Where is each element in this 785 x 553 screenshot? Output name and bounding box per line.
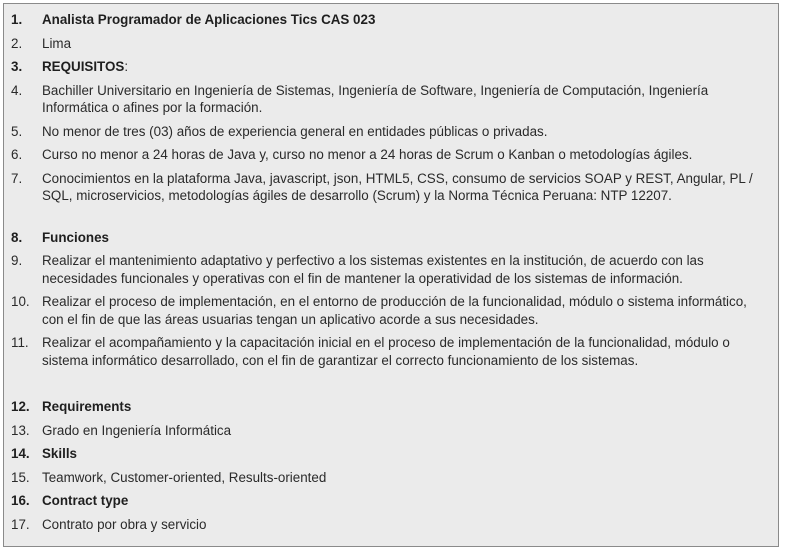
item-number: 17. [11, 516, 30, 532]
item-number: 10. [11, 294, 30, 309]
item-number: 1. [11, 12, 23, 27]
list-item [4, 82, 778, 117]
section-heading-requisitos: REQUISITOS [42, 59, 125, 74]
list-item [4, 445, 778, 463]
list-item [4, 293, 778, 328]
contract-text: Contrato por obra y servicio [42, 516, 207, 532]
function-text: Realizar el proceso de implementación, en el entorno de producción de la funcionalidad, módulo o sistema informático, con el fin de que las áreas usuarias tengan un aplicativo acorde a sus necesidades. [42, 294, 747, 327]
item-number: 8. [11, 229, 23, 245]
heading-colon: : [124, 59, 129, 74]
item-number: 3. [11, 59, 23, 74]
list-item [4, 516, 778, 534]
item-number: 6. [11, 147, 23, 162]
function-text: Realizar el mantenimiento adaptativo y perfectivo a los sistemas existentes en la institución, de acuerdo con las necesidades funcionales y operativas con el fin de mantener la operatividad de los sistemas de información. [42, 253, 704, 286]
list-item [4, 146, 778, 164]
item-number: 7. [11, 170, 23, 186]
requirement-text: No menor de tres (03) años de experiencia general en entidades públicas o privadas. [42, 123, 548, 139]
requirement-text: Bachiller Universitario en Ingeniería de Sistemas, Ingeniería de Software, Ingeniería de Computación, Ingeniería Informática o afines por la formación. [42, 82, 709, 115]
item-number: 15. [11, 469, 30, 485]
function-text: Realizar el acompañamiento y la capacitación inicial en el proceso de implementación de la funcionalidad, módulo o sistema informático desarrollado, con el fin de garantizar el correcto funcionamiento de los sistemas. [42, 335, 730, 368]
section-heading-funciones: Funciones [42, 229, 109, 245]
section-heading-skills: Skills [42, 446, 77, 461]
requirement-degree: Grado en Ingeniería Informática [42, 422, 232, 438]
item-number: 9. [11, 253, 23, 268]
item-number: 5. [11, 123, 23, 139]
job-details-panel [3, 3, 779, 547]
item-number: 13. [11, 422, 30, 438]
list-item [4, 58, 778, 76]
list-item [4, 492, 778, 510]
job-title: Analista Programador de Aplicaciones Tics CAS 023 [42, 12, 376, 27]
list-item [4, 123, 778, 141]
item-number: 2. [11, 35, 23, 51]
list-item [4, 252, 778, 287]
item-number: 14. [11, 446, 30, 461]
section-heading-contract-type: Contract type [42, 493, 129, 508]
job-location: Lima [42, 35, 72, 51]
skills-text: Teamwork, Customer-oriented, Results-oriented [42, 469, 327, 485]
item-number: 12. [11, 399, 30, 414]
list-item [4, 170, 778, 205]
list-item [4, 11, 778, 29]
list-item [4, 334, 778, 369]
item-number: 11. [11, 335, 29, 350]
item-number: 4. [11, 82, 23, 98]
requirement-text: Conocimientos en la plataforma Java, javascript, json, HTML5, CSS, consumo de servicios SOAP y REST, Angular, PL / SQL, microservicios, metodologías ágiles de desarrollo (Scrum) y la Norma Técnica Peruana: NTP 12207. [42, 170, 753, 203]
list-item [4, 422, 778, 440]
list-item [4, 229, 778, 247]
section-heading-requirements: Requirements [42, 399, 132, 414]
list-item [4, 35, 778, 53]
item-number: 16. [11, 493, 30, 508]
requirement-text: Curso no menor a 24 horas de Java y, curso no menor a 24 horas de Scrum o Kanban o metodologías ágiles. [42, 147, 693, 162]
list-item [4, 469, 778, 487]
list-item [4, 398, 778, 416]
